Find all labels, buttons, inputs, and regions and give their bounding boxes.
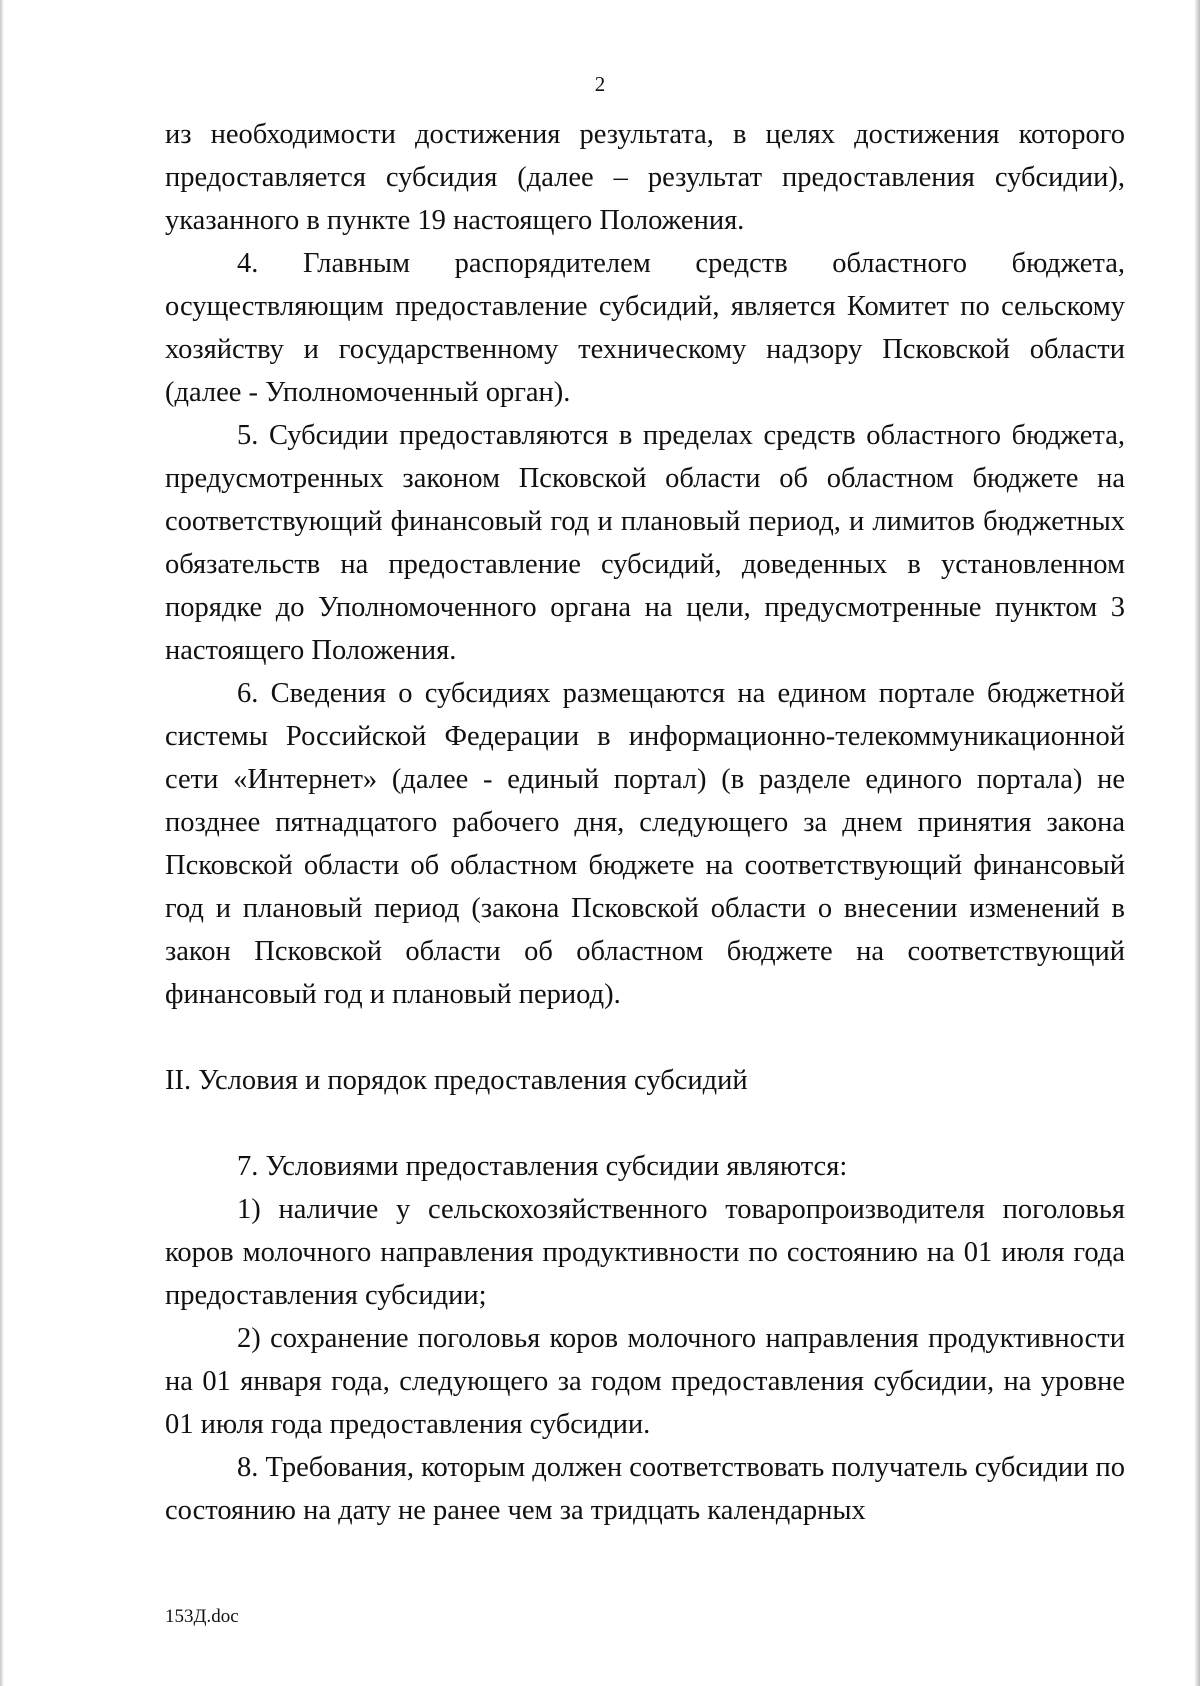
- paragraph-7-item-1: 1) наличие у сельскохозяйственного товаропроизводителя поголовья коров молочного направления продуктивности по состоянию на 01 июля года предоставления субсидии;: [165, 1194, 1125, 1311]
- footer-filename: 153Д.doc: [165, 1606, 239, 1627]
- paragraph-continuation: из необходимости достижения результата, в целях достижения которого предоставляется субсидия (далее – результат предоставления субсидии), указанного в пункте 19 настоящего Положения.: [165, 119, 1125, 236]
- paragraph-5: 5. Субсидии предоставляются в пределах средств областного бюджета, предусмотренных законом Псковской области об областном бюджете на соответствующий финансовый год и плановый период, и лимитов бюджетных обязательств на предоставление субсидий, доведенных в установленном порядке до Уполномоченного органа на цели, предусмотренные пунктом 3 настоящего Положения.: [165, 420, 1125, 666]
- paragraph-7-item-2: 2) сохранение поголовья коров молочного направления продуктивности на 01 января года, следующего за годом предоставления субсидии, на уровне 01 июля года предоставления субсидии.: [165, 1323, 1125, 1440]
- paragraph-8: 8. Требования, которым должен соответствовать получатель субсидии по состоянию на дату не ранее чем за тридцать календарных: [165, 1452, 1125, 1526]
- document-body: [165, 113, 1125, 1532]
- section-heading: II. Условия и порядок предоставления субсидий: [165, 1065, 748, 1096]
- paragraph-6: 6. Сведения о субсидиях размещаются на едином портале бюджетной системы Российской Федерации в информационно-телекоммуникационной сети «Интернет» (далее - единый портал) (в разделе единого портала) не позднее пятнадцатого рабочего дня, следующего за днем принятия закона Псковской области об областном бюджете на соответствующий финансовый год и плановый период (закона Псковской области о внесении изменений в закон Псковской области об областном бюджете на соответствующий финансовый год и плановый период).: [165, 678, 1125, 1010]
- page-number: 2: [594, 72, 606, 96]
- paragraph-7: 7. Условиями предоставления субсидии являются:: [237, 1151, 848, 1182]
- paragraph-4: 4. Главным распорядителем средств областного бюджета, осуществляющим предоставление субсидий, является Комитет по сельскому хозяйству и государственному техническому надзору Псковской области (далее - Уполномоченный орган).: [165, 248, 1125, 408]
- scan-edge-left: [0, 0, 4, 1686]
- scan-edge-right: [1194, 0, 1200, 1686]
